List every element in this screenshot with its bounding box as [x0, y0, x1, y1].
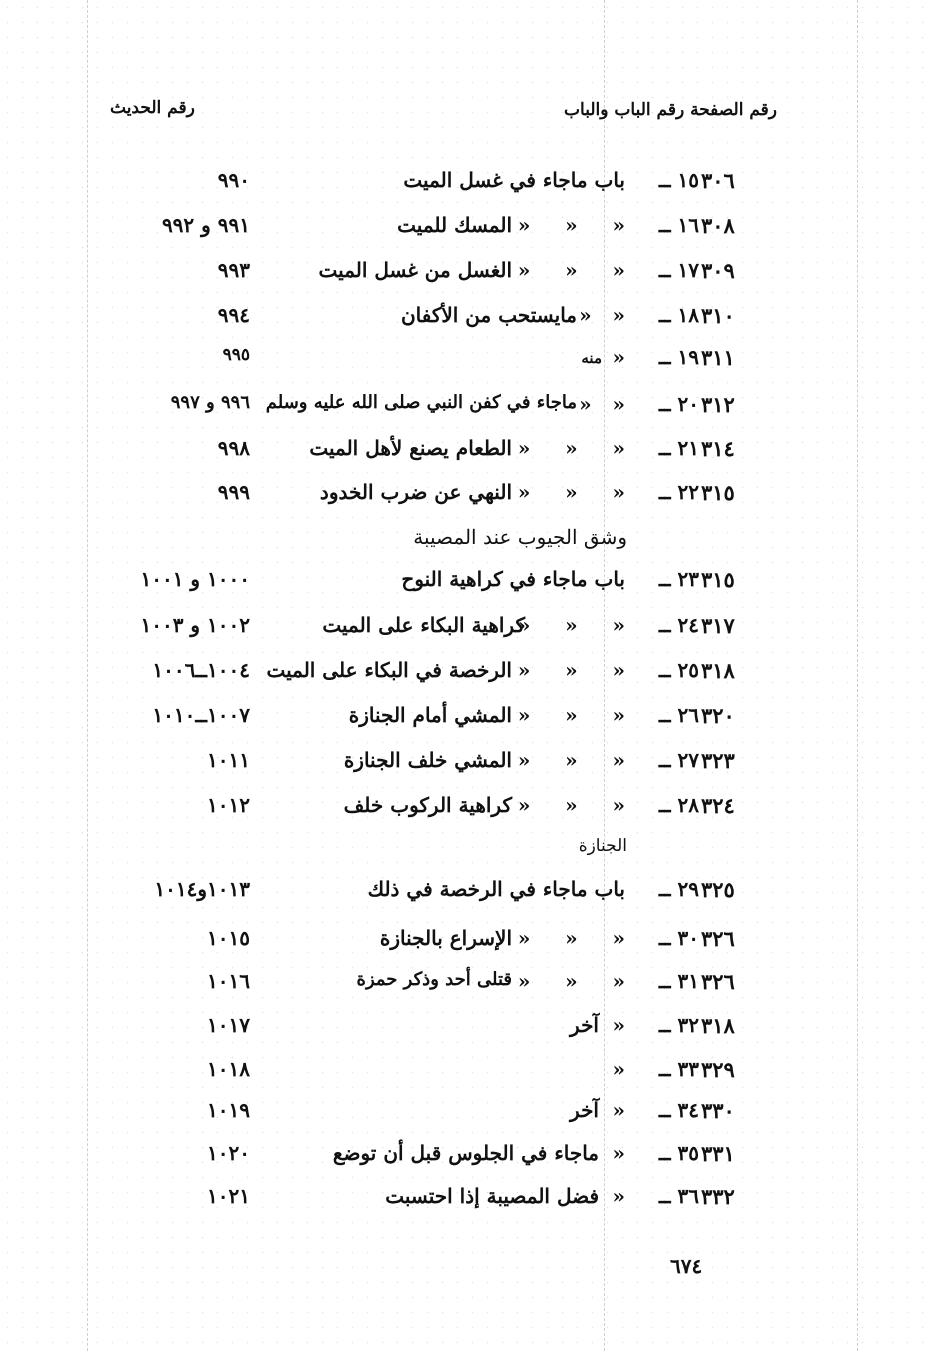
hadith-number-cell: ٩٩٤ [217, 303, 250, 327]
hadith-number-cell: ١٠٠٤ــ١٠٠٦ [152, 658, 250, 682]
ditto-marks: « « « [517, 213, 625, 237]
hadith-number-cell: ١٠٠٧ــ١٠١٠ [152, 703, 250, 727]
table-row [0, 877, 937, 917]
page-number-cell: ٣٣٠ [701, 1098, 735, 1123]
chapter-title-cell: ماجاء في كفن النبي صلى الله عليه وسلم [265, 392, 577, 413]
chapter-number-cell: ٣١ ــ [658, 969, 699, 993]
page-number-cell: ٣١٥ [701, 567, 735, 592]
hadith-number-cell: ٩٩٣ [217, 258, 250, 282]
ditto-marks: « [612, 1141, 625, 1165]
hadith-number-cell: ٩٩٩ [217, 480, 250, 504]
ditto-marks: « « « [517, 658, 625, 682]
hadith-number-cell: ١٠١٩ [207, 1098, 250, 1122]
page-number-cell: ٣٢٩ [701, 1057, 735, 1082]
chapter-number-cell: ١٨ ــ [658, 303, 699, 327]
chapter-number-cell: ١٩ ــ [658, 345, 699, 369]
table-row [0, 793, 937, 833]
hadith-number-cell: ٩٩٥ [222, 345, 250, 365]
page-number-cell: ٣١٨ [701, 658, 735, 683]
table-row [0, 567, 937, 607]
chapter-number-cell: ٢٥ ــ [658, 658, 699, 682]
table-row [0, 613, 937, 653]
chapter-title-cell: مايستحب من الأكفان [400, 303, 577, 327]
table-row [0, 703, 937, 743]
table-row [0, 213, 937, 253]
table-row [0, 1184, 937, 1224]
table-row [0, 969, 937, 1009]
ditto-marks: « « « [517, 969, 625, 993]
chapter-title-cell: كراهية الركوب خلف [343, 793, 512, 817]
table-row [0, 436, 937, 476]
continuation-line [0, 836, 937, 876]
chapter-title-cell: المشي أمام الجنازة [348, 703, 512, 727]
chapter-title-cell: الرخصة في البكاء على الميت [266, 658, 512, 682]
page-number-cell: ٣٣١ [701, 1141, 735, 1166]
table-row [0, 1013, 937, 1053]
title-continuation: الجنازة [578, 836, 627, 856]
hadith-number-cell: ١٠٠٠ و ١٠٠١ [140, 567, 250, 591]
table-row [0, 258, 937, 298]
chapter-title-cell: منه [581, 349, 602, 367]
page-number-cell: ٣١٥ [701, 480, 735, 505]
ditto-marks: « « « [517, 613, 625, 637]
table-row [0, 392, 937, 432]
chapter-number-cell: ٣٤ ــ [658, 1098, 699, 1122]
hadith-number-cell: ١٠١٣و١٠١٤ [154, 877, 250, 901]
ditto-marks: « « « [517, 480, 625, 504]
chapter-number-cell: ١٥ ــ [658, 168, 699, 192]
ditto-marks: « « [579, 392, 625, 416]
chapter-number-cell: ٢١ ــ [658, 436, 699, 460]
ditto-marks: « « « [517, 258, 625, 282]
hadith-number-cell: ١٠٢١ [207, 1184, 250, 1208]
hadith-number-cell: ٩٩٨ [217, 436, 250, 460]
chapter-title-cell: آخر [570, 1098, 599, 1122]
hadith-number-cell: ١٠٢٠ [207, 1141, 250, 1165]
hadith-number-cell: ٩٩١ و ٩٩٢ [161, 213, 250, 237]
page-number-cell: ٣٢٥ [701, 877, 735, 902]
page-number-cell: ٣١٠ [701, 303, 735, 328]
header-right: رقم الصفحة رقم الباب والباب [564, 100, 777, 120]
chapter-number-cell: ٢٧ ــ [658, 748, 699, 772]
page-number-cell: ٣١٧ [701, 613, 735, 638]
page-number-cell: ٣٢٤ [701, 793, 735, 818]
page-number-cell: ٣٠٩ [701, 258, 735, 283]
hadith-number-cell: ١٠١٧ [207, 1013, 250, 1037]
chapter-number-cell: ١٧ ــ [658, 258, 699, 282]
table-row [0, 168, 937, 208]
chapter-number-cell: ١٦ ــ [658, 213, 699, 237]
table-row [0, 1057, 937, 1097]
chapter-title-cell: باب ماجاء في كراهية النوح [401, 567, 625, 591]
page-number-cell: ٣٣٢ [701, 1184, 735, 1209]
chapter-number-cell: ٣٣ ــ [658, 1057, 699, 1081]
chapter-title-cell: آخر [570, 1013, 599, 1037]
chapter-number-cell: ٢٢ ــ [658, 480, 699, 504]
hadith-number-cell: ١٠١٦ [207, 969, 250, 993]
ditto-marks: « [612, 1184, 625, 1208]
chapter-number-cell: ٢٦ ــ [658, 703, 699, 727]
hadith-number-cell: ٩٩٠ [217, 168, 250, 192]
ditto-marks: « « « [517, 703, 625, 727]
chapter-number-cell: ٣٥ ــ [658, 1141, 699, 1165]
table-row [0, 1098, 937, 1138]
hadith-number-cell: ١٠١١ [207, 748, 250, 772]
page-number-cell: ٣٢٠ [701, 703, 735, 728]
chapter-title-cell: كراهية البكاء على الميت [322, 613, 525, 637]
title-continuation: وشق الجيوب عند المصيبة [413, 525, 627, 549]
page-number-cell: ٣٠٦ [701, 168, 735, 193]
hadith-number-cell: ١٠٠٢ و ١٠٠٣ [140, 613, 250, 637]
chapter-number-cell: ٢٨ ــ [658, 793, 699, 817]
table-row [0, 926, 937, 966]
footer-page-number: ٦٧٤ [670, 1254, 703, 1278]
chapter-title-cell: باب ماجاء في غسل الميت [403, 168, 625, 192]
chapter-title-cell: ماجاء في الجلوس قبل أن توضع [332, 1141, 599, 1165]
chapter-title-cell: المسك للميت [397, 213, 512, 237]
table-row [0, 480, 937, 520]
chapter-number-cell: ٣٦ ــ [658, 1184, 699, 1208]
page-number-cell: ٣١٢ [701, 392, 735, 417]
chapter-title-cell: المشي خلف الجنازة [343, 748, 512, 772]
hadith-number-cell: ٩٩٦ و ٩٩٧ [170, 392, 250, 413]
hadith-number-cell: ١٠١٨ [207, 1057, 250, 1081]
continuation-line [0, 525, 937, 565]
ditto-marks: « « « [517, 793, 625, 817]
chapter-title-cell: النهي عن ضرب الخدود [319, 480, 512, 504]
ditto-marks: « « « [517, 436, 625, 460]
chapter-number-cell: ٢٩ ــ [658, 877, 699, 901]
table-row [0, 658, 937, 698]
chapter-number-cell: ٢٣ ــ [658, 567, 699, 591]
chapter-number-cell: ٣٢ ــ [658, 1013, 699, 1037]
table-row [0, 303, 937, 343]
page-number-cell: ٣٠٨ [701, 213, 735, 238]
table-row [0, 748, 937, 788]
ditto-marks: « [612, 1057, 625, 1081]
chapter-title-cell: الإسراع بالجنازة [379, 926, 512, 950]
hadith-number-cell: ١٠١٢ [207, 793, 250, 817]
page-number-cell: ٣١١ [701, 345, 735, 370]
ditto-marks: « « [579, 303, 625, 327]
table-row [0, 1141, 937, 1181]
chapter-number-cell: ٢٤ ــ [658, 613, 699, 637]
chapter-title-cell: قتلى أحد وذكر حمزة [356, 969, 512, 990]
ditto-marks: « « « [517, 926, 625, 950]
table-row [0, 345, 937, 385]
chapter-title-cell: الغسل من غسل الميت [318, 258, 512, 282]
ditto-marks: « [612, 1013, 625, 1037]
chapter-number-cell: ٢٠ ــ [658, 392, 699, 416]
hadith-number-cell: ١٠١٥ [207, 926, 250, 950]
ditto-marks: « [612, 345, 625, 369]
chapter-title-cell: باب ماجاء في الرخصة في ذلك [367, 877, 625, 901]
ditto-marks: « « « [517, 748, 625, 772]
page-number-cell: ٣٢٣ [701, 748, 735, 773]
chapter-title-cell: الطعام يصنع لأهل الميت [309, 436, 512, 460]
chapter-title-cell: فضل المصيبة إذا احتسبت [385, 1184, 599, 1208]
page-number-cell: ٣١٤ [701, 436, 735, 461]
page-number-cell: ٣١٨ [701, 1013, 735, 1038]
ditto-marks: « [612, 1098, 625, 1122]
page-number-cell: ٣٢٦ [701, 926, 735, 951]
page-number-cell: ٣٢٦ [701, 969, 735, 994]
header-left: رقم الحديث [110, 98, 195, 118]
chapter-number-cell: ٣٠ ــ [658, 926, 699, 950]
